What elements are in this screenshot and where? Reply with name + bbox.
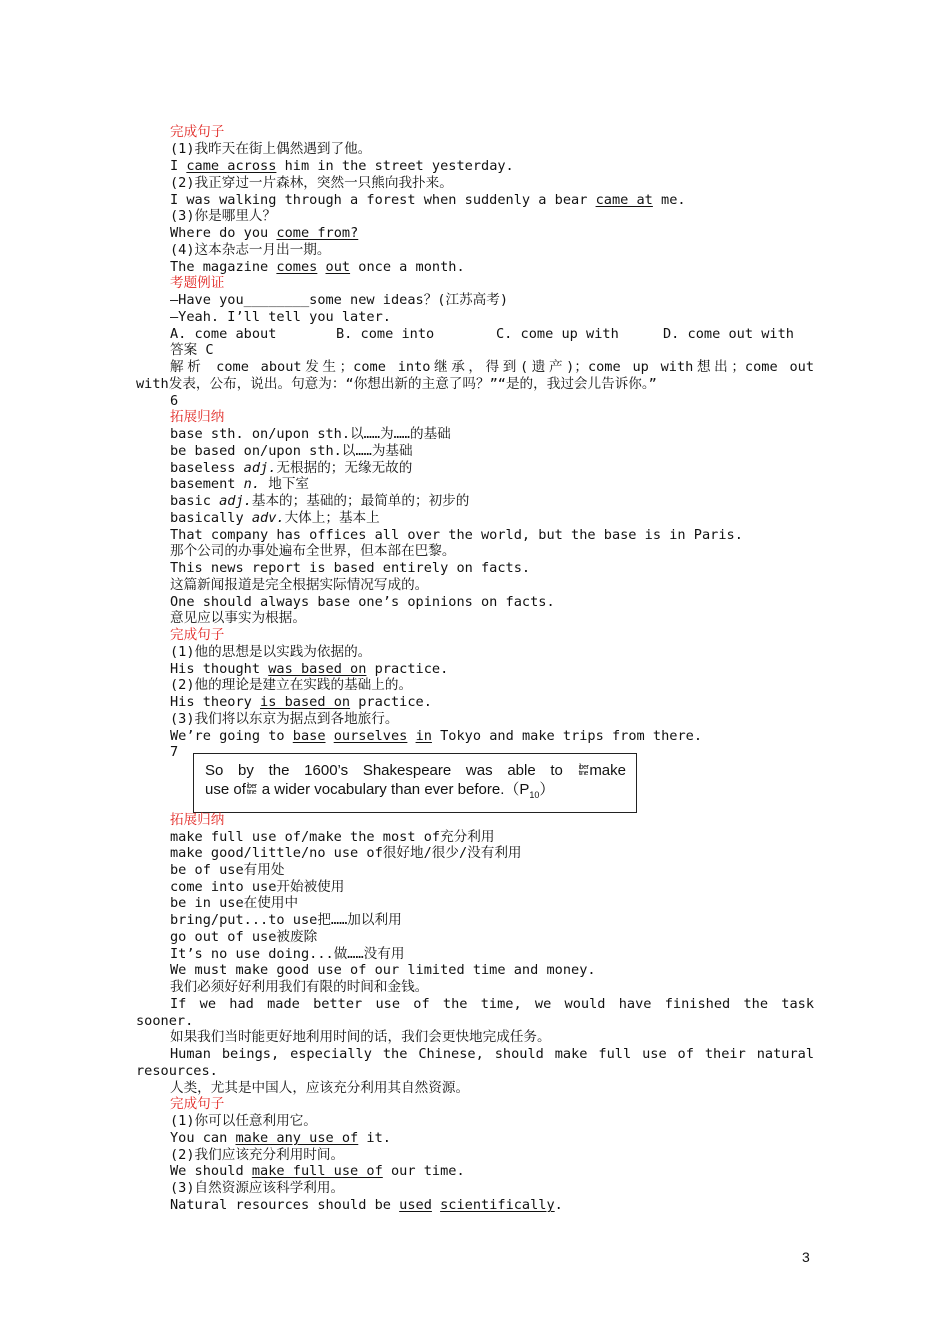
prompt-chinese: (1)他的思想是以实践为依据的。 bbox=[170, 644, 372, 660]
prompt-chinese: (2)他的理论是建立在实践的基础上的。 bbox=[170, 677, 413, 693]
prompt-chinese: (1)你可以任意利用它。 bbox=[170, 1113, 317, 1129]
example-cn: 我们必须好好利用我们有限的时间和金钱。 bbox=[170, 979, 429, 995]
phrase-entry: make full use of/make the most of充分利用 bbox=[170, 829, 495, 845]
section-heading: 拓展归纳 bbox=[170, 409, 225, 425]
option-a: A. come about bbox=[170, 326, 277, 342]
option-c: C. come up with bbox=[496, 326, 619, 342]
section-heading: 拓展归纳 bbox=[170, 812, 225, 828]
prompt-chinese: (1)我昨天在街上偶然遇到了他。 bbox=[170, 141, 372, 157]
word-entry: be based on/upon sth.以……为基础 bbox=[170, 443, 413, 459]
word-entry: baseless adj.无根据的；无缘无故的 bbox=[170, 460, 413, 476]
quote-line: use of iber tine a wider vocabulary than ever $before.(P_{10})$ bbox=[205, 781, 555, 800]
section-heading: 考题例证 bbox=[170, 275, 225, 291]
prompt-chinese: (4)这本杂志一月出一期。 bbox=[170, 242, 331, 258]
phrase-entry: bring/put...to use把……加以利用 bbox=[170, 912, 402, 928]
example-en: resources. bbox=[136, 1063, 218, 1079]
inline-glyph-icon: iber tine bbox=[578, 764, 589, 778]
word-entry: basically adv.大体上；基本上 bbox=[170, 510, 380, 526]
sentence: We should make full use of our time. bbox=[170, 1163, 465, 1179]
answer-blank: was based on bbox=[268, 661, 367, 677]
phrase-entry: go out of use被废除 bbox=[170, 929, 318, 945]
answer-blank: come from? bbox=[276, 225, 359, 241]
sentence: His theory is based on practice. bbox=[170, 694, 432, 710]
section-heading: 完成句子 bbox=[170, 1096, 225, 1112]
phrase-entry: make good/little/no use of很好地/很少/没有利用 bbox=[170, 845, 522, 861]
answer-blank: came at bbox=[595, 192, 653, 208]
phrase-entry: come into use开始被使用 bbox=[170, 879, 345, 895]
sentence: Natural resources should be used scientifically. bbox=[170, 1197, 563, 1213]
example-en: Human beings, especially the Chinese, should make full use of their natural bbox=[170, 1046, 814, 1062]
prompt-chinese: (3)自然资源应该科学利用。 bbox=[170, 1180, 345, 1196]
sentence: We’re going to base ourselves in Tokyo and make trips from there. bbox=[170, 728, 703, 744]
analysis-line: 解析 come about发生；come into继承，得到(遗产)；come up with想出；come out bbox=[170, 359, 814, 375]
item-number: 6 bbox=[170, 393, 179, 409]
phrase-entry: It’s no use doing...做……没有用 bbox=[170, 946, 405, 962]
answer-blank: make any use of bbox=[235, 1130, 359, 1146]
sentence: The magazine comes out once a month. bbox=[170, 259, 465, 275]
word-entry: basic adj.基本的；基础的；最简单的；初步的 bbox=[170, 493, 470, 509]
answer-blank: comes bbox=[276, 259, 318, 275]
phrase-entry: be in use在使用中 bbox=[170, 895, 299, 911]
answer-blank: in bbox=[415, 728, 432, 744]
item-number: 7 bbox=[170, 744, 179, 760]
exam-reply: —Yeah. I’ll tell you later. bbox=[170, 309, 391, 325]
sentence: His thought was based on practice. bbox=[170, 661, 449, 677]
example-cn: 这篇新闻报道是完全根据实际情况写成的。 bbox=[170, 577, 429, 593]
example-cn: 如果我们当时能更好地利用时间的话，我们会更快地完成任务。 bbox=[170, 1029, 551, 1045]
answer-blank: ourselves bbox=[333, 728, 408, 744]
prompt-chinese: (2)我们应该充分利用时间。 bbox=[170, 1147, 345, 1163]
example-en: If we had made better use of the time, we would have finished the task bbox=[170, 996, 814, 1012]
quote-line: So by the 1600’s Shakespeare was able to iber tine make bbox=[205, 762, 626, 779]
example-cn: 那个公司的办事处遍布全世界，但本部在巴黎。 bbox=[170, 543, 456, 559]
option-b: B. come into bbox=[336, 326, 435, 342]
sentence: You can make any use of it. bbox=[170, 1130, 391, 1146]
word-entry: basement n. 地下室 bbox=[170, 476, 310, 492]
quote-box bbox=[193, 753, 637, 813]
prompt-chinese: (3)我们将以东京为据点到各地旅行。 bbox=[170, 711, 399, 727]
section-heading: 完成句子 bbox=[170, 124, 225, 140]
answer-blank: came across bbox=[186, 158, 277, 174]
analysis-line: with发表，公布，说出。句意为：“你想出新的主意了吗？”“是的，我过会儿告诉你。” bbox=[136, 376, 657, 392]
section-heading: 完成句子 bbox=[170, 627, 225, 643]
option-d: D. come out with bbox=[663, 326, 794, 342]
sentence: Where do you come from? bbox=[170, 225, 359, 241]
word-entry: base sth. on/upon sth.以……为……的基础 bbox=[170, 426, 451, 442]
example-en: sooner. bbox=[136, 1013, 194, 1029]
prompt-chinese: (3)你是哪里人？ bbox=[170, 208, 277, 224]
answer-blank: base bbox=[292, 728, 326, 744]
answer-blank: is based on bbox=[260, 694, 351, 710]
answer-blank: used bbox=[399, 1197, 432, 1213]
example-en: That company has offices all over the world, but the base is in Paris. bbox=[170, 527, 743, 543]
example-en: This news report is based entirely on facts. bbox=[170, 560, 531, 576]
inline-glyph-icon: iber tine bbox=[246, 783, 257, 797]
sentence: I came across him in the street yesterday. bbox=[170, 158, 514, 174]
phrase-entry: be of use有用处 bbox=[170, 862, 285, 878]
example-en: We must make good use of our limited time and money. bbox=[170, 962, 596, 978]
example-cn: 意见应以事实为根据。 bbox=[170, 610, 306, 626]
example-cn: 人类，尤其是中国人，应该充分利用其自然资源。 bbox=[170, 1080, 470, 1096]
answer-blank: out bbox=[325, 259, 351, 275]
example-en: One should always base one’s opinions on facts. bbox=[170, 594, 555, 610]
exam-question: —Have you________some new ideas？(江苏高考) bbox=[170, 292, 509, 308]
page-number: 3 bbox=[802, 1249, 810, 1265]
answer-text: 答案 C bbox=[170, 342, 214, 358]
sentence: I was walking through a forest when suddenly a bear came at me. bbox=[170, 192, 686, 208]
prompt-chinese: (2)我正穿过一片森林，突然一只熊向我扑来。 bbox=[170, 175, 453, 191]
answer-blank: scientifically bbox=[440, 1197, 555, 1213]
answer-blank: make full use of bbox=[251, 1163, 383, 1179]
